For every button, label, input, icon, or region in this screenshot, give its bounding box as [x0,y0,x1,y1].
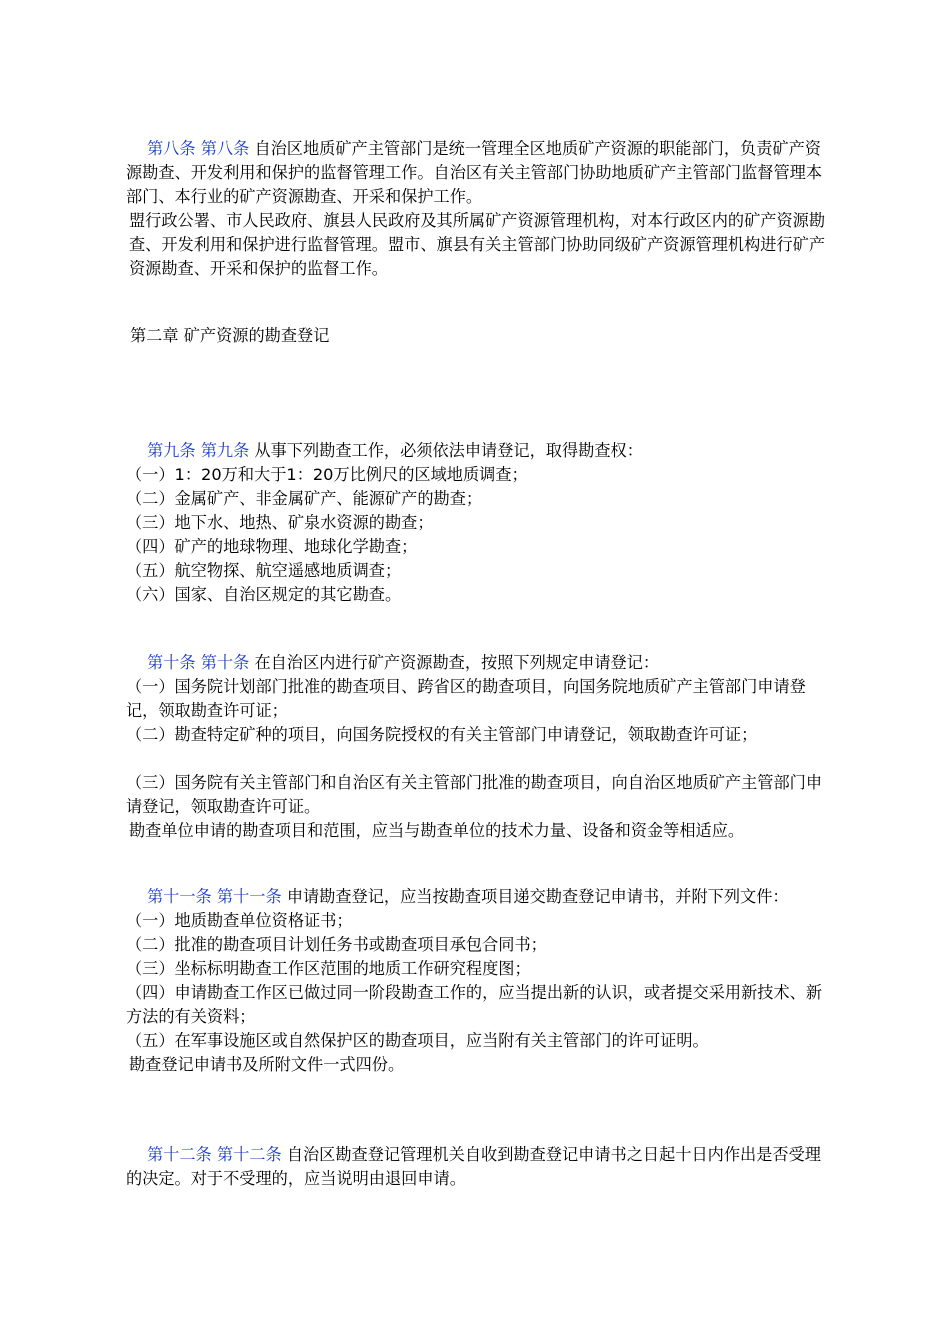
list-item: （五）在军事设施区或自然保护区的勘查项目，应当附有关主管部门的许可证明。 [126,1031,709,1050]
article-8-label: 第八条 [147,139,196,158]
article-12-paragraph [126,1143,834,1191]
list-item: （三）地下水、地热、矿泉水资源的勘查； [126,513,434,532]
article-11-label-repeat: 第十一条 [216,887,282,906]
list-item: （二）勘查特定矿种的项目，向国务院授权的有关主管部门申请登记，领取勘查许可证； [126,725,758,744]
article-10 [126,651,834,843]
list-item: （三）坐标标明勘查工作区范围的地质工作研究程度图； [126,959,531,978]
list-item: （一）地质勘查单位资格证书； [126,911,353,930]
article-9-text: 从事下列勘查工作，必须依法申请登记，取得勘查权： [254,441,643,460]
article-9-label-repeat: 第九条 [200,441,250,460]
article-12-label-repeat: 第十二条 [216,1145,282,1164]
article-11-text: 申请勘查登记，应当按勘查项目递交勘查登记申请书，并附下列文件： [286,887,789,906]
chapter-title: 第二章 矿产资源的勘查登记 [130,326,330,345]
article-8-paragraph [126,137,834,209]
article-8-paragraph-2: 盟行政公署、市人民政府、旗县人民政府及其所属矿产资源管理机构，对本行政区内的矿产资源勘查、开发利用和保护进行监督管理。盟市、旗县有关主管部门协助同级矿产资源管理机构进行矿产资源勘查、开采和保护的监督工作。 [129,211,826,278]
list-item: （五）航空物探、航空遥感地质调查； [126,561,402,580]
article-11-label: 第十一条 [147,887,212,906]
article-12-text: 自治区勘查登记管理机关自收到勘查登记申请书之日起十日内作出是否受理的决定。对于不受理的，应当说明由退回申请。 [126,1145,821,1188]
article-8 [126,137,834,281]
list-item: （二）金属矿产、非金属矿产、能源矿产的勘查； [126,489,483,508]
article-11 [126,885,834,1077]
article-9-intro [126,439,834,463]
article-9-label: 第九条 [147,441,196,460]
list-item: （一）1：20万和大于1：20万比例尺的区域地质调查； [126,465,528,484]
article-9 [126,439,834,607]
article-10-text: 在自治区内进行矿产资源勘查，按照下列规定申请登记： [254,653,660,672]
article-10-label: 第十条 [147,653,196,672]
article-10-label-repeat: 第十条 [200,653,250,672]
article-11-closing: 勘查登记申请书及所附文件一式四份。 [129,1055,405,1074]
article-11-intro [126,885,834,909]
list-item: （六）国家、自治区规定的其它勘查。 [126,585,402,604]
article-10-closing: 勘查单位申请的勘查项目和范围，应当与勘查单位的技术力量、设备和资金等相适应。 [129,821,745,840]
list-item: （四）矿产的地球物理、地球化学勘查； [126,537,418,556]
article-8-label-repeat: 第八条 [200,139,250,158]
list-item: （一）国务院计划部门批准的勘查项目、跨省区的勘查项目，向国务院地质矿产主管部门申请登记，领取勘查许可证； [126,677,806,720]
article-12-label: 第十二条 [147,1145,212,1164]
list-item: （四）申请勘查工作区已做过同一阶段勘查工作的，应当提出新的认识，或者提交采用新技术、新方法的有关资料； [126,983,823,1026]
list-item: （三）国务院有关主管部门和自治区有关主管部门批准的勘查项目，向自治区地质矿产主管部门申请登记，领取勘查许可证。 [126,773,823,816]
list-item: （二）批准的勘查项目计划任务书或勘查项目承包合同书； [126,935,547,954]
article-10-intro [126,651,834,675]
article-8-text: 自治区地质矿产主管部门是统一管理全区地质矿产资源的职能部门，负责矿产资源勘查、开发利用和保护的监督管理工作。自治区有关主管部门协助地质矿产主管部门监督管理本部门、本行业的矿产资源勘查、开采和保护工作。 [126,139,823,206]
article-12 [126,1143,834,1191]
